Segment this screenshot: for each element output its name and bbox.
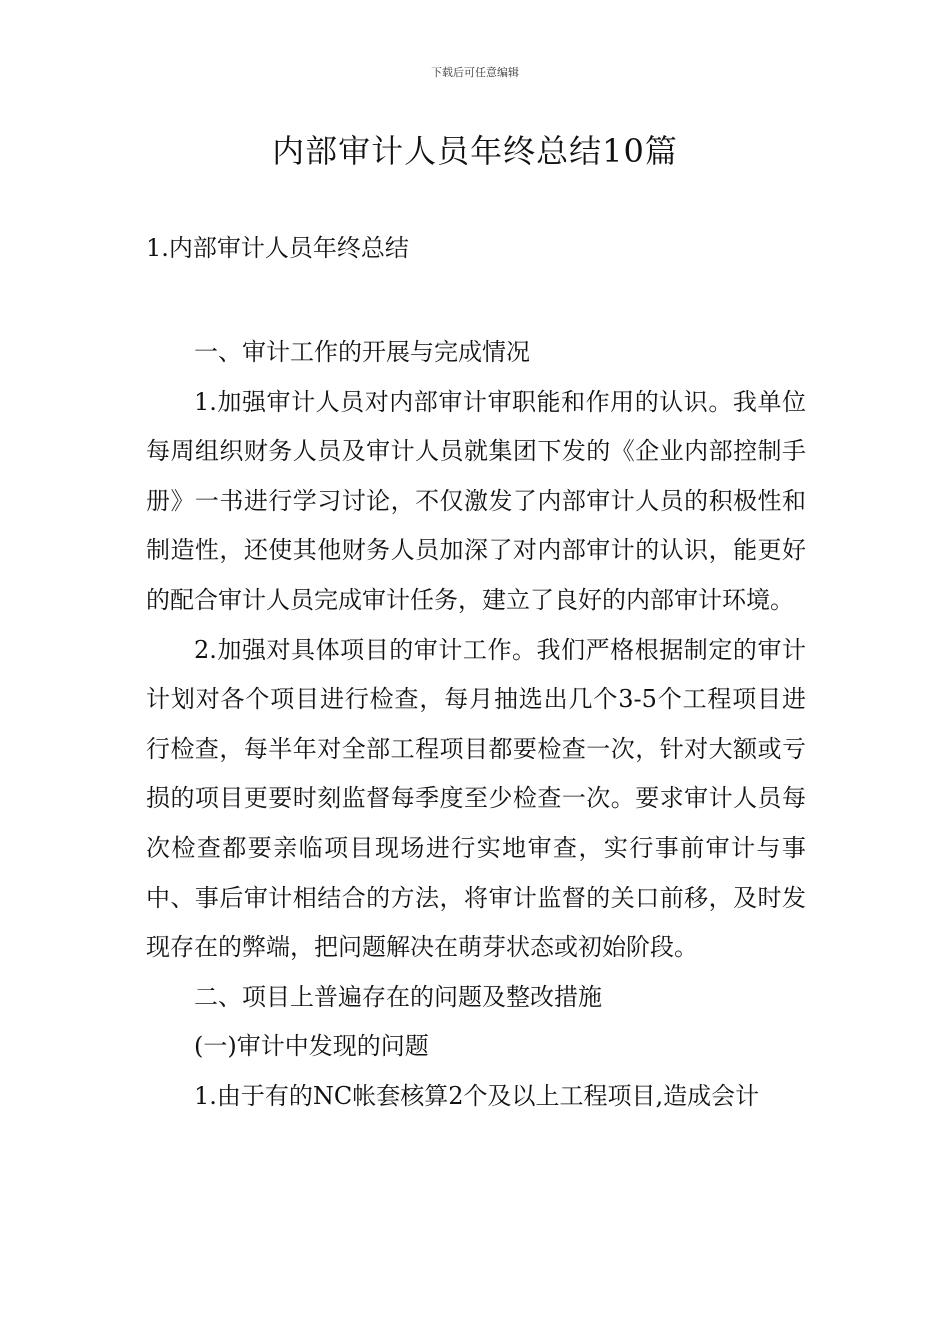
paragraph: 1.加强审计人员对内部审计审职能和作用的认识。我单位每周组织财务人员及审计人员就集团下发的《企业内部控制手册》一书进行学习讨论，不仅激发了内部审计人员的积极性和制造性，还使其他财务人员加深了对内部审计的认识，能更好的配合审计人员完成审计任务，建立了良好的内部审计环境。	[146, 387, 806, 614]
paragraph: 2.加强对具体项目的审计工作。我们严格根据制定的审计计划对各个项目进行检查，每月抽选出几个3-5个工程项目进行检查，每半年对全部工程项目都要检查一次，针对大额或亏损的项目更要时刻监督每季度至少检查一次。要求审计人员每次检查都要亲临项目现场进行实地审查，实行事前审计与事中、事后审计相结合的方法，将审计监督的关口前移，及时发现存在的弊端，把问题解决在萌芽状态或初始阶段。	[146, 635, 806, 962]
header-note: 下载后可任意编辑	[431, 66, 519, 79]
section-heading: 1.内部审计人员年终总结	[146, 234, 409, 262]
paragraph-heading-1: 一、审计工作的开展与完成情况	[194, 338, 530, 366]
paragraph-heading-2: 二、项目上普遍存在的问题及整改措施	[194, 982, 602, 1011]
paragraph-subheading: (一)审计中发现的问题	[194, 1032, 429, 1061]
document-body	[146, 328, 806, 1122]
document-title: 内部审计人员年终总结10篇	[272, 132, 678, 170]
paragraph: 1.由于有的NC帐套核算2个及以上工程项目,造成会计	[194, 1081, 760, 1110]
